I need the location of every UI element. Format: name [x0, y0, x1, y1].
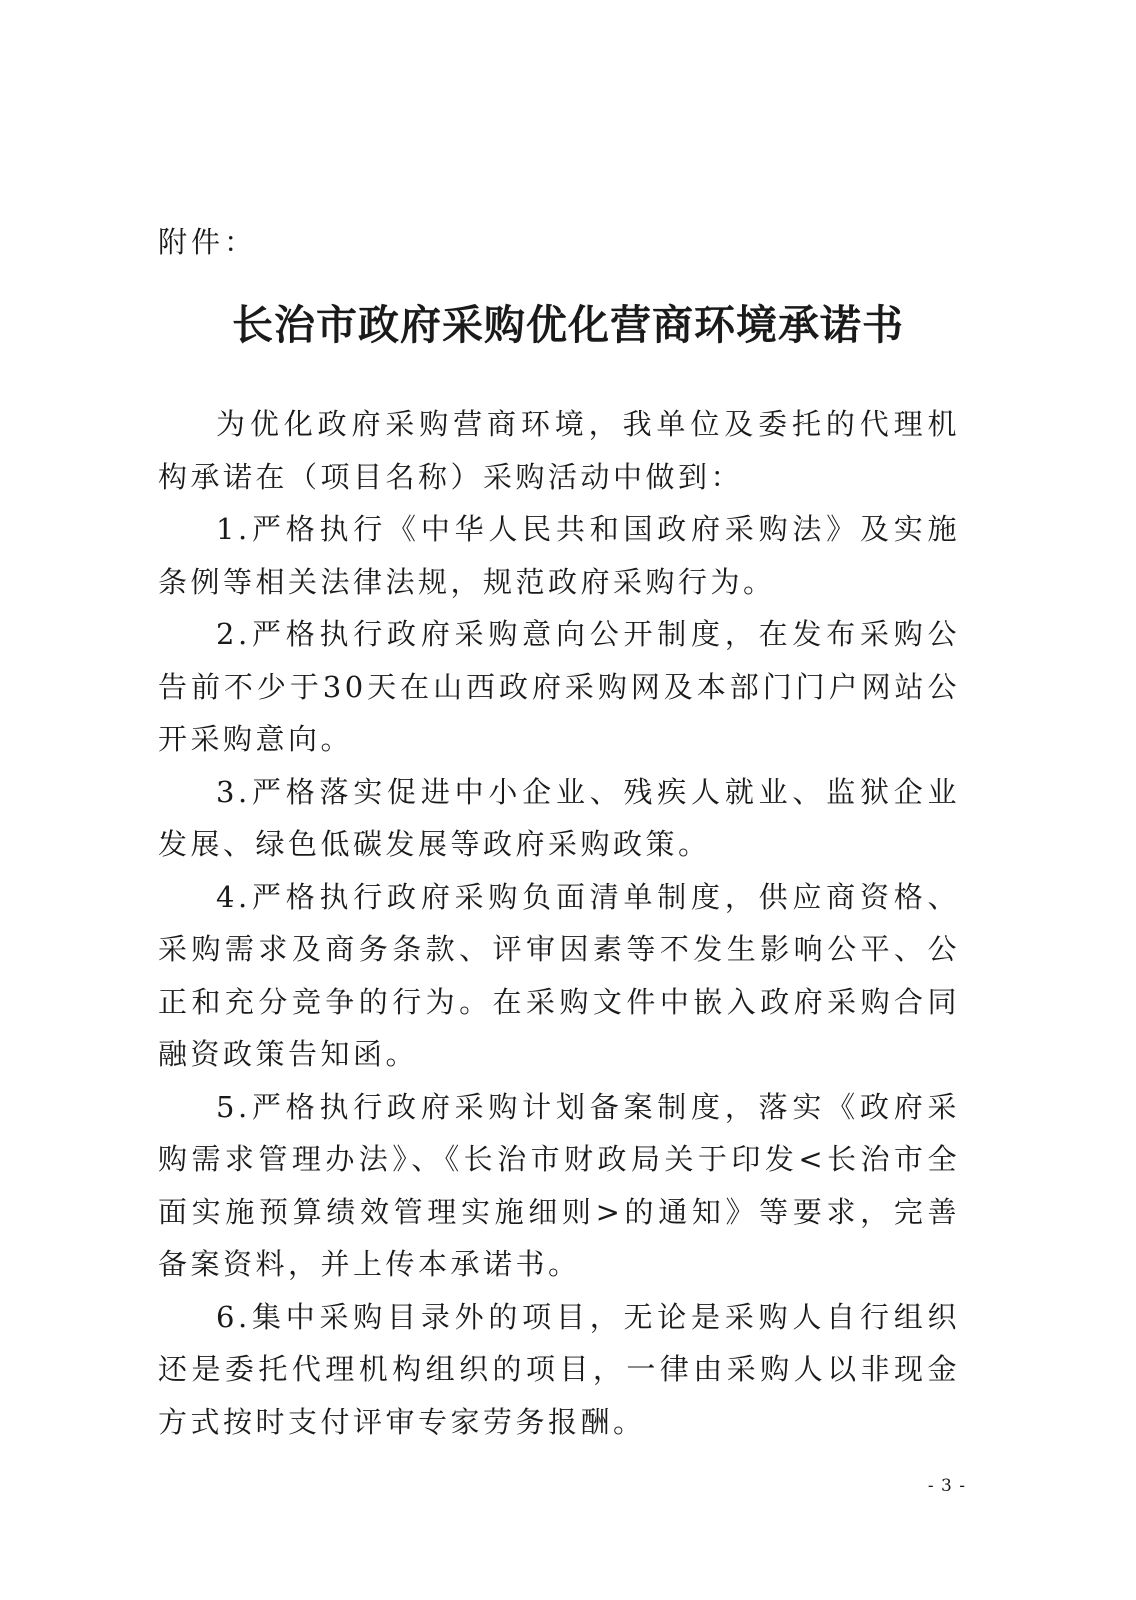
paragraph-item-3: 3.严格落实促进中小企业、残疾人就业、监狱企业发展、绿色低碳发展等政府采购政策。 [158, 774, 960, 861]
paragraph-item-2: 2.严格执行政府采购意向公开制度，在发布采购公告前不少于30天在山西政府采购网及本部门门户网站公开采购意向。 [158, 617, 960, 756]
document-body [158, 398, 960, 1448]
page-number: - 3 - [927, 1476, 966, 1496]
attachment-label: 附件： [158, 225, 258, 259]
document-title: 长治市政府采购优化营商环境承诺书 [232, 301, 904, 349]
paragraph-intro: 为优化政府采购营商环境，我单位及委托的代理机构承诺在（项目名称）采购活动中做到： [158, 407, 960, 494]
paragraph-item-5: 5.严格执行政府采购计划备案制度，落实《政府采购需求管理办法》、《长治市财政局关于印发<长治市全面实施预算绩效管理实施细则>的通知》等要求，完善备案资料，并上传本承诺书。 [158, 1089, 960, 1281]
paragraph-item-6: 6.集中采购目录外的项目，无论是采购人自行组织还是委托代理机构组织的项目，一律由采购人以非现金方式按时支付评审专家劳务报酬。 [158, 1299, 960, 1439]
paragraph-item-1: 1.严格执行《中华人民共和国政府采购法》及实施条例等相关法律法规，规范政府采购行为。 [158, 512, 960, 599]
paragraph-item-4: 4.严格执行政府采购负面清单制度，供应商资格、采购需求及商务条款、评审因素等不发生影响公平、公正和充分竞争的行为。在采购文件中嵌入政府采购合同融资政策告知函。 [158, 879, 960, 1071]
